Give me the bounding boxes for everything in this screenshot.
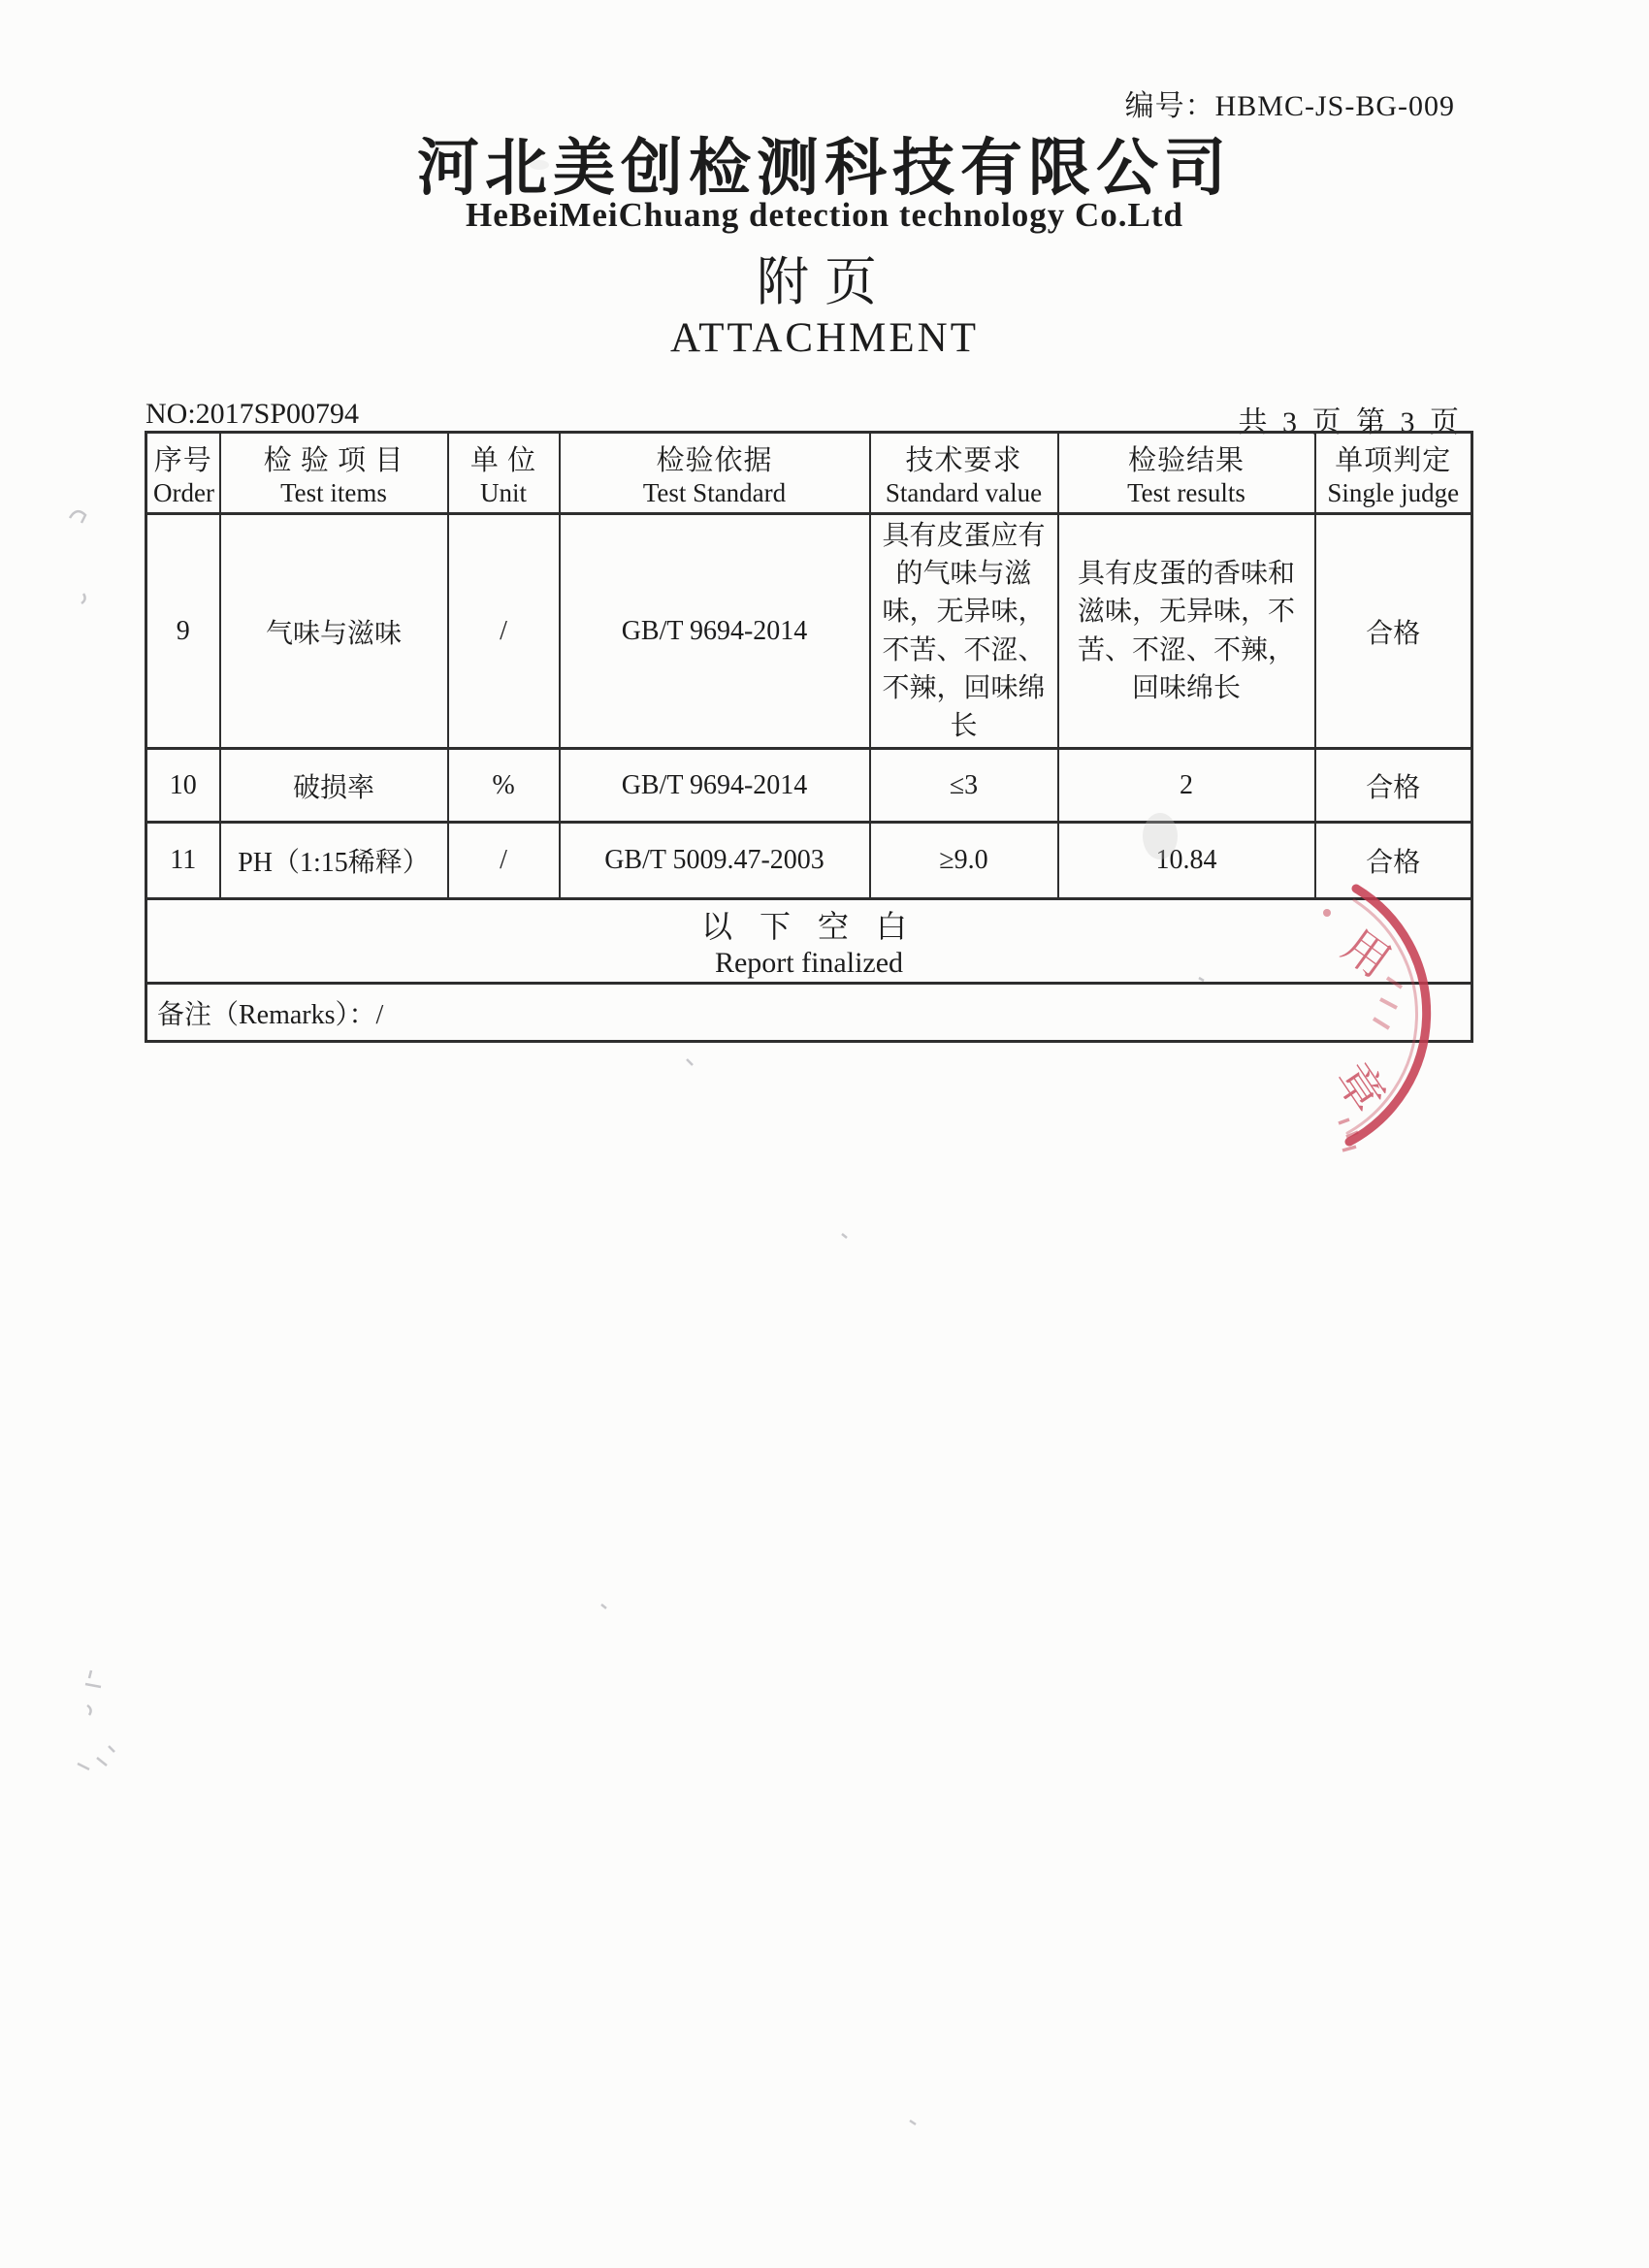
scan-speck [87,1705,91,1715]
page-title-cn: 附页 [757,253,892,311]
remarks-value: / [375,999,384,1030]
cell-result: 具有皮蛋的香味和滋味，无异味，不苦、不涩、不辣，回味绵长 [1058,514,1315,749]
col-header-order [146,433,220,514]
cell-item: 破损率 [220,749,448,823]
col-header-result-en: Test results [1127,477,1245,507]
cell-judge: 合格 [1315,749,1472,823]
scan-speck [687,1059,693,1065]
col-header-unit-cn: 单 位 [469,444,537,476]
cell-standard: GB/T 9694-2014 [560,749,870,823]
cell-item: PH（1:15稀释） [220,823,448,899]
remarks-cell [146,984,1472,1042]
scan-speck [78,1746,114,1769]
cell-judge: 合格 [1315,823,1472,899]
col-header-result-cn: 检验结果 [1127,444,1245,476]
table-row [146,823,1472,899]
col-header-unit-en: Unit [479,477,527,507]
col-header-requirement-en: Standard value [885,477,1043,507]
cell-requirement: ≥9.0 [870,823,1058,899]
table-row [146,749,1472,823]
col-header-standard-en: Test Standard [642,477,787,507]
col-header-order-cn: 序号 [153,444,212,476]
cell-result: 2 [1058,749,1315,823]
pagination: 共 3 页 第 3 页 [1238,406,1463,438]
cell-standard: GB/T 5009.47-2003 [560,823,870,899]
seal-faint-strokes [1339,1119,1358,1150]
cell-order: 11 [146,823,220,899]
seal-char: 章 [1325,1053,1395,1122]
col-header-items-cn: 检 验 项 目 [263,444,404,476]
blank-footer-cn: 以 下 空 白 [700,909,917,945]
cell-order: 10 [146,749,220,823]
scan-speck [85,1670,101,1687]
page-title-en: ATTACHMENT [670,315,979,361]
seal-char: 用 [1334,921,1400,988]
scan-speck [601,1604,606,1608]
cell-unit: % [448,749,560,823]
blank-footer-en: Report finalized [714,947,904,980]
col-header-order-en: Order [153,477,214,507]
scan-speck [842,1234,847,1238]
cell-standard: GB/T 9694-2014 [560,514,870,749]
col-header-unit [448,433,560,514]
cell-result: 10.84 [1058,823,1315,899]
cell-requirement: 具有皮蛋应有的气味与滋味，无异味，不苦、不涩、不辣，回味绵长 [870,514,1058,749]
blank-footer-cell [146,899,1472,984]
cell-judge: 合格 [1315,514,1472,749]
cell-order: 9 [146,514,220,749]
scan-speck [81,594,85,603]
cell-item: 气味与滋味 [220,514,448,749]
col-header-judge [1315,433,1472,514]
scan-speck [70,511,85,523]
remarks-row [146,984,1472,1042]
col-header-standard [560,433,870,514]
results-table [145,431,1473,1043]
cell-requirement: ≤3 [870,749,1058,823]
company-title-en: HeBeiMeiChuang detection technology Co.Ltd [465,196,1184,234]
company-title-cn: 河北美创检测科技有限公司 [417,134,1232,203]
col-header-items-en: Test items [280,477,387,507]
col-header-judge-cn: 单项判定 [1335,444,1452,476]
report-number: NO:2017SP00794 [146,398,360,430]
cell-unit: / [448,823,560,899]
col-header-standard-cn: 检验依据 [656,444,773,476]
col-header-requirement [870,433,1058,514]
cell-unit: / [448,514,560,749]
remarks-label: 备注（Remarks）： [157,999,376,1030]
doc-code-label: 编号： [1124,90,1215,122]
table-header-row [146,433,1472,514]
scan-speck [910,2121,916,2124]
blank-footer-row [146,899,1472,984]
col-header-requirement-cn: 技术要求 [905,444,1022,476]
doc-code-value: HBMC-JS-BG-009 [1214,90,1455,122]
col-header-items [220,433,448,514]
table-row [146,514,1472,749]
col-header-result [1058,433,1315,514]
col-header-judge-en: Single judge [1327,477,1460,507]
